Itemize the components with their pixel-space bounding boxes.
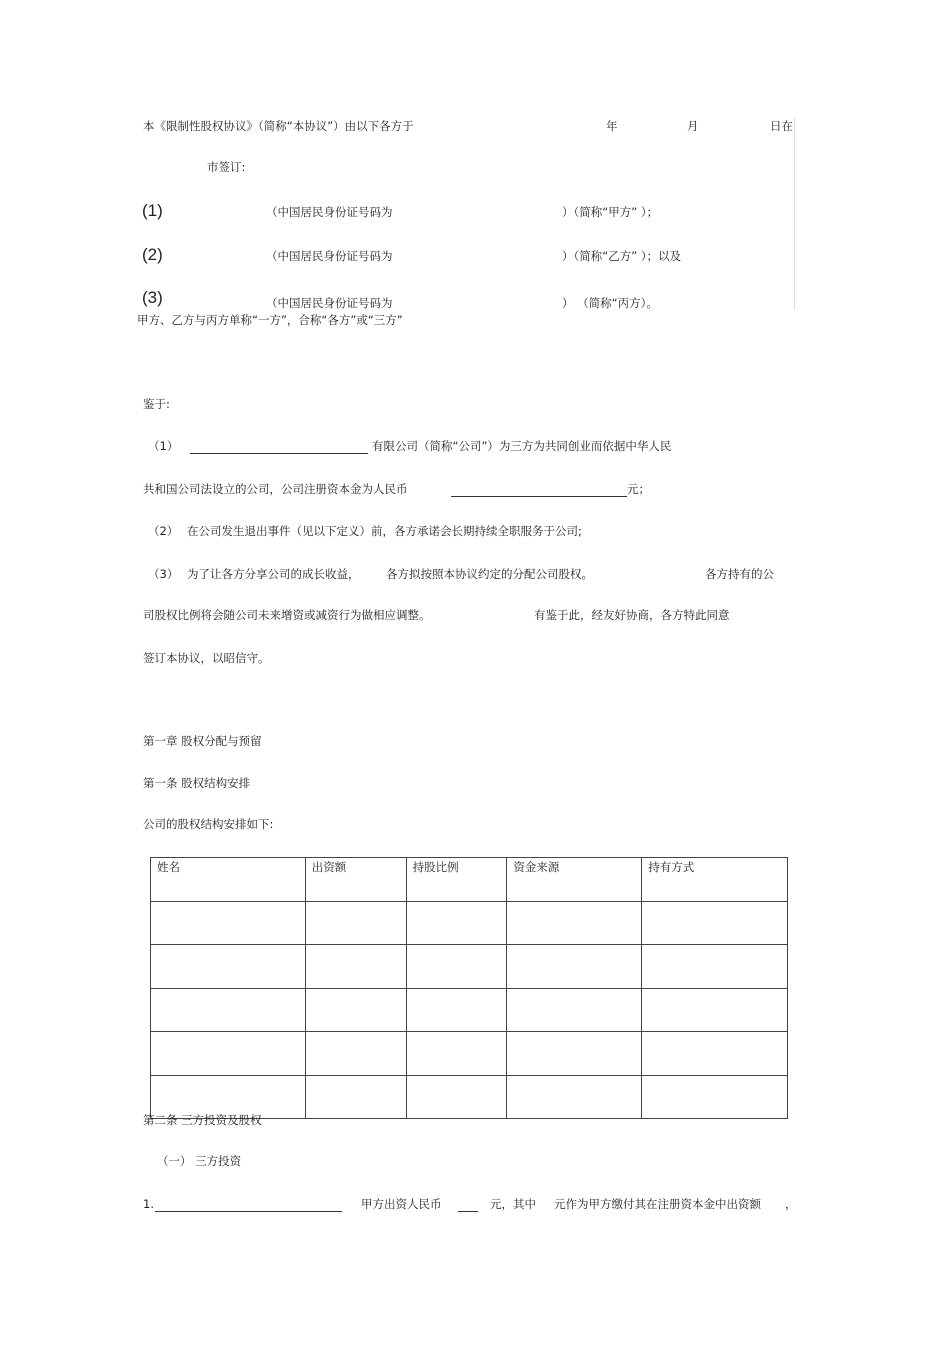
whereas-2-text: 在公司发生退出事件（见以下定义）前，各方承诺会长期持续全职服务于公司;: [187, 524, 582, 538]
party-1-id-label: （中国居民身份证号码为: [266, 205, 393, 219]
whereas-2-number: （2）: [148, 524, 179, 538]
whereas-1-text-a: 有限公司（简称“公司”）为三方为共同创业而依据中华人民: [372, 439, 672, 453]
whereas-title: 鉴于:: [143, 397, 170, 411]
header-holding-method: 持有方式: [642, 858, 788, 902]
header-capital: 出资额: [305, 858, 406, 902]
whereas-3-number: （3）: [148, 567, 179, 581]
party-1-alias: ）（简称“甲方” ）；: [562, 205, 659, 219]
table-cell[interactable]: [305, 1032, 406, 1076]
item-1-text-d: ，: [785, 1197, 797, 1211]
intro-year: 年: [606, 119, 618, 133]
table-cell[interactable]: [507, 945, 642, 989]
table-cell[interactable]: [406, 901, 507, 945]
party-3-number: (3): [142, 288, 163, 307]
chapter-1-heading: 第一章 股权分配与预留: [143, 734, 262, 748]
registered-capital-blank[interactable]: [451, 484, 627, 497]
party-3-alias: ） （简称“丙方）。: [562, 296, 658, 310]
whereas-1-text-b: 共和国公司法设立的公司，公司注册资本金为人民币: [143, 482, 408, 496]
section-1-heading: （一） 三方投资: [157, 1154, 242, 1168]
table-cell[interactable]: [507, 988, 642, 1032]
table-cell[interactable]: [406, 1032, 507, 1076]
whereas-3-text-e: 有鉴于此，经友好协商，各方特此同意: [534, 608, 730, 622]
intro-line2: 市签订:: [207, 160, 246, 174]
parties-note: 甲方、乙方与丙方单称“一方”，合称“各方”或“三方”: [137, 313, 403, 327]
whereas-3-text-b: 各方拟按照本协议约定的分配公司股权。: [386, 567, 593, 581]
article-2-heading: 第二条 三方投资及股权: [143, 1113, 262, 1127]
table-cell[interactable]: [507, 1075, 642, 1119]
party-2-alias: ）（简称“乙方” ）；以及: [562, 249, 682, 263]
header-name: 姓名: [151, 858, 306, 902]
item-1-text-a: 甲方出资人民币: [361, 1197, 442, 1211]
table-cell[interactable]: [642, 945, 788, 989]
whereas-3-text-d: 司股权比例将会随公司未来增资或减资行为做相应调整。: [143, 608, 431, 622]
company-name-blank[interactable]: [190, 441, 368, 454]
article-1-heading: 第一条 股权结构安排: [143, 776, 251, 790]
table-cell[interactable]: [406, 1075, 507, 1119]
table-cell[interactable]: [305, 901, 406, 945]
intro-month: 月: [687, 119, 699, 133]
whereas-3-text-f: 签订本协议，以昭信守。: [143, 651, 270, 665]
table-cell[interactable]: [406, 945, 507, 989]
item-1-name-blank[interactable]: [155, 1199, 342, 1212]
party-1-number: (1): [142, 201, 163, 220]
structure-intro: 公司的股权结构安排如下:: [143, 817, 274, 831]
party-2-number: (2): [142, 245, 163, 264]
whereas-3-text-c: 各方持有的公: [705, 567, 774, 581]
item-1-text-b: 元，其中: [490, 1197, 536, 1211]
table-cell[interactable]: [151, 1075, 306, 1119]
whereas-1-text-c: 元；: [627, 482, 650, 496]
table-cell[interactable]: [151, 901, 306, 945]
table-cell[interactable]: [406, 988, 507, 1032]
table-cell[interactable]: [151, 988, 306, 1032]
item-1-number: 1.: [143, 1197, 154, 1211]
table-row: [151, 988, 788, 1032]
table-header-row: [151, 858, 788, 902]
table-cell[interactable]: [642, 988, 788, 1032]
header-fund-source: 资金来源: [507, 858, 642, 902]
table-cell[interactable]: [507, 1032, 642, 1076]
whereas-3-text-a: 为了让各方分享公司的成长收益，: [187, 567, 360, 581]
table-cell[interactable]: [507, 901, 642, 945]
whereas-1-number: （1）: [148, 439, 179, 453]
table-cell[interactable]: [151, 1032, 306, 1076]
party-2-id-label: （中国居民身份证号码为: [266, 249, 393, 263]
table-cell[interactable]: [305, 988, 406, 1032]
intro-line1: 本《限制性股权协议》（简称“本协议”）由以下各方于: [143, 119, 414, 133]
header-share-ratio: 持股比例: [406, 858, 507, 902]
party-3-id-label: （中国居民身份证号码为: [266, 296, 393, 310]
table-cell[interactable]: [305, 1075, 406, 1119]
equity-structure-table: [150, 857, 788, 1119]
table-cell[interactable]: [305, 945, 406, 989]
table-row: [151, 901, 788, 945]
item-1-text-c: 元作为甲方缴付其在注册资本金中出资额: [554, 1197, 761, 1211]
intro-day-at: 日在: [770, 119, 793, 133]
table-row: [151, 1075, 788, 1119]
table-cell[interactable]: [151, 945, 306, 989]
table-cell[interactable]: [642, 1075, 788, 1119]
margin-rule: [794, 118, 795, 310]
item-1-amount-blank[interactable]: [458, 1199, 478, 1212]
table-cell[interactable]: [642, 901, 788, 945]
table-cell[interactable]: [642, 1032, 788, 1076]
table-row: [151, 945, 788, 989]
table-row: [151, 1032, 788, 1076]
